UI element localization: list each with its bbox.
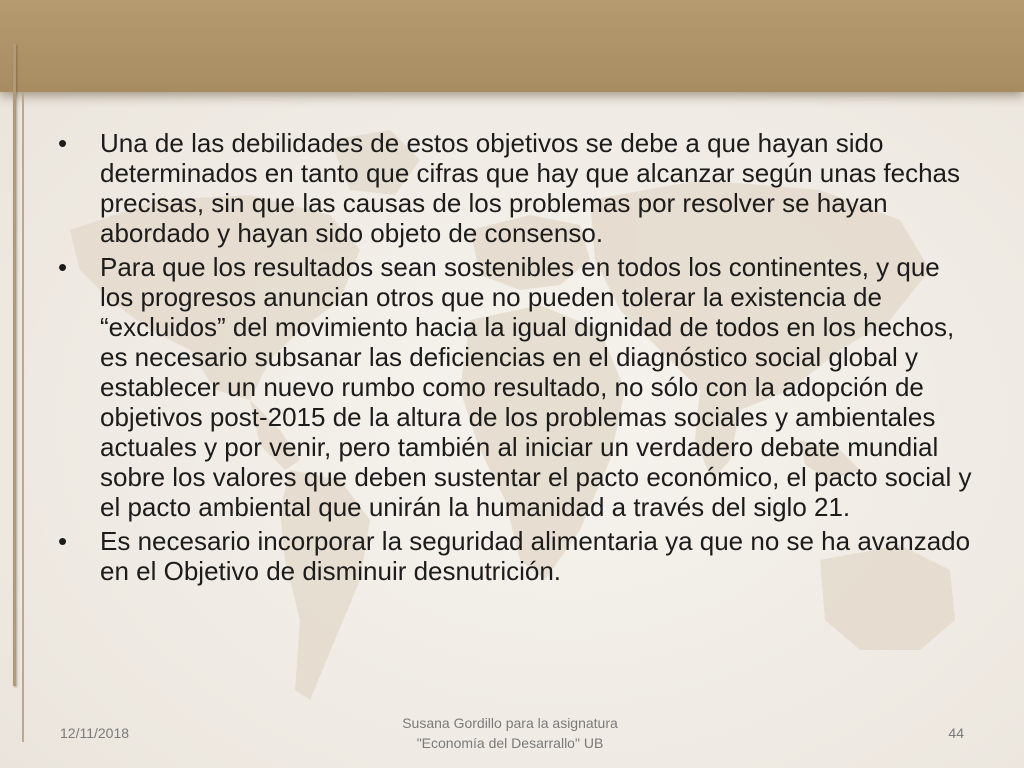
bullet-list <box>52 128 972 586</box>
slide-content <box>52 128 972 590</box>
footer-author <box>370 713 650 753</box>
left-decorative-line <box>13 44 16 686</box>
bullet-text: Para que los resultados sean sostenibles en todos los continentes, y que los progresos anuncian otros que no pueden tolerar la existencia de “excluidos” del movimiento hacia la igual dignidad de todos en los hechos, es necesario subsanar las deficiencias en el diagnóstico social global y establecer un nuevo rumbo como resultado, no sólo con la adopción de objetivos post-2015 de la altura de los problemas sociales y ambientales actuales y por venir, pero también al iniciar un verdadero debate mundial sobre los valores que deben sustentar el pacto económico, el pacto social y el pacto ambiental que unirán la humanidad a través del siglo 21. <box>100 252 972 522</box>
slide-number: 44 <box>948 725 964 741</box>
left-decorative-line-inner <box>22 92 24 742</box>
bullet-icon: • <box>58 526 68 556</box>
footer-date: 12/11/2018 <box>60 725 130 741</box>
bullet-item <box>52 252 972 522</box>
bullet-item <box>52 526 972 586</box>
bullet-text: Es necesario incorporar la seguridad alimentaria ya que no se ha avanzado en el Objetivo de disminuir desnutrición. <box>100 526 971 586</box>
footer-course-line: "Economía del Desarrallo" UB <box>416 735 604 751</box>
bullet-text: Una de las debilidades de estos objetivos se debe a que hayan sido determinados en tanto que cifras que hay que alcanzar según unas fechas precisas, sin que las causas de los problemas por resolver se hayan abordado y hayan sido objeto de consenso. <box>100 128 961 248</box>
footer-author-line: Susana Gordillo para la asignatura <box>402 715 618 731</box>
bullet-icon: • <box>58 252 68 282</box>
header-band <box>0 0 1024 92</box>
bullet-icon: • <box>58 128 68 158</box>
bullet-item <box>52 128 972 248</box>
